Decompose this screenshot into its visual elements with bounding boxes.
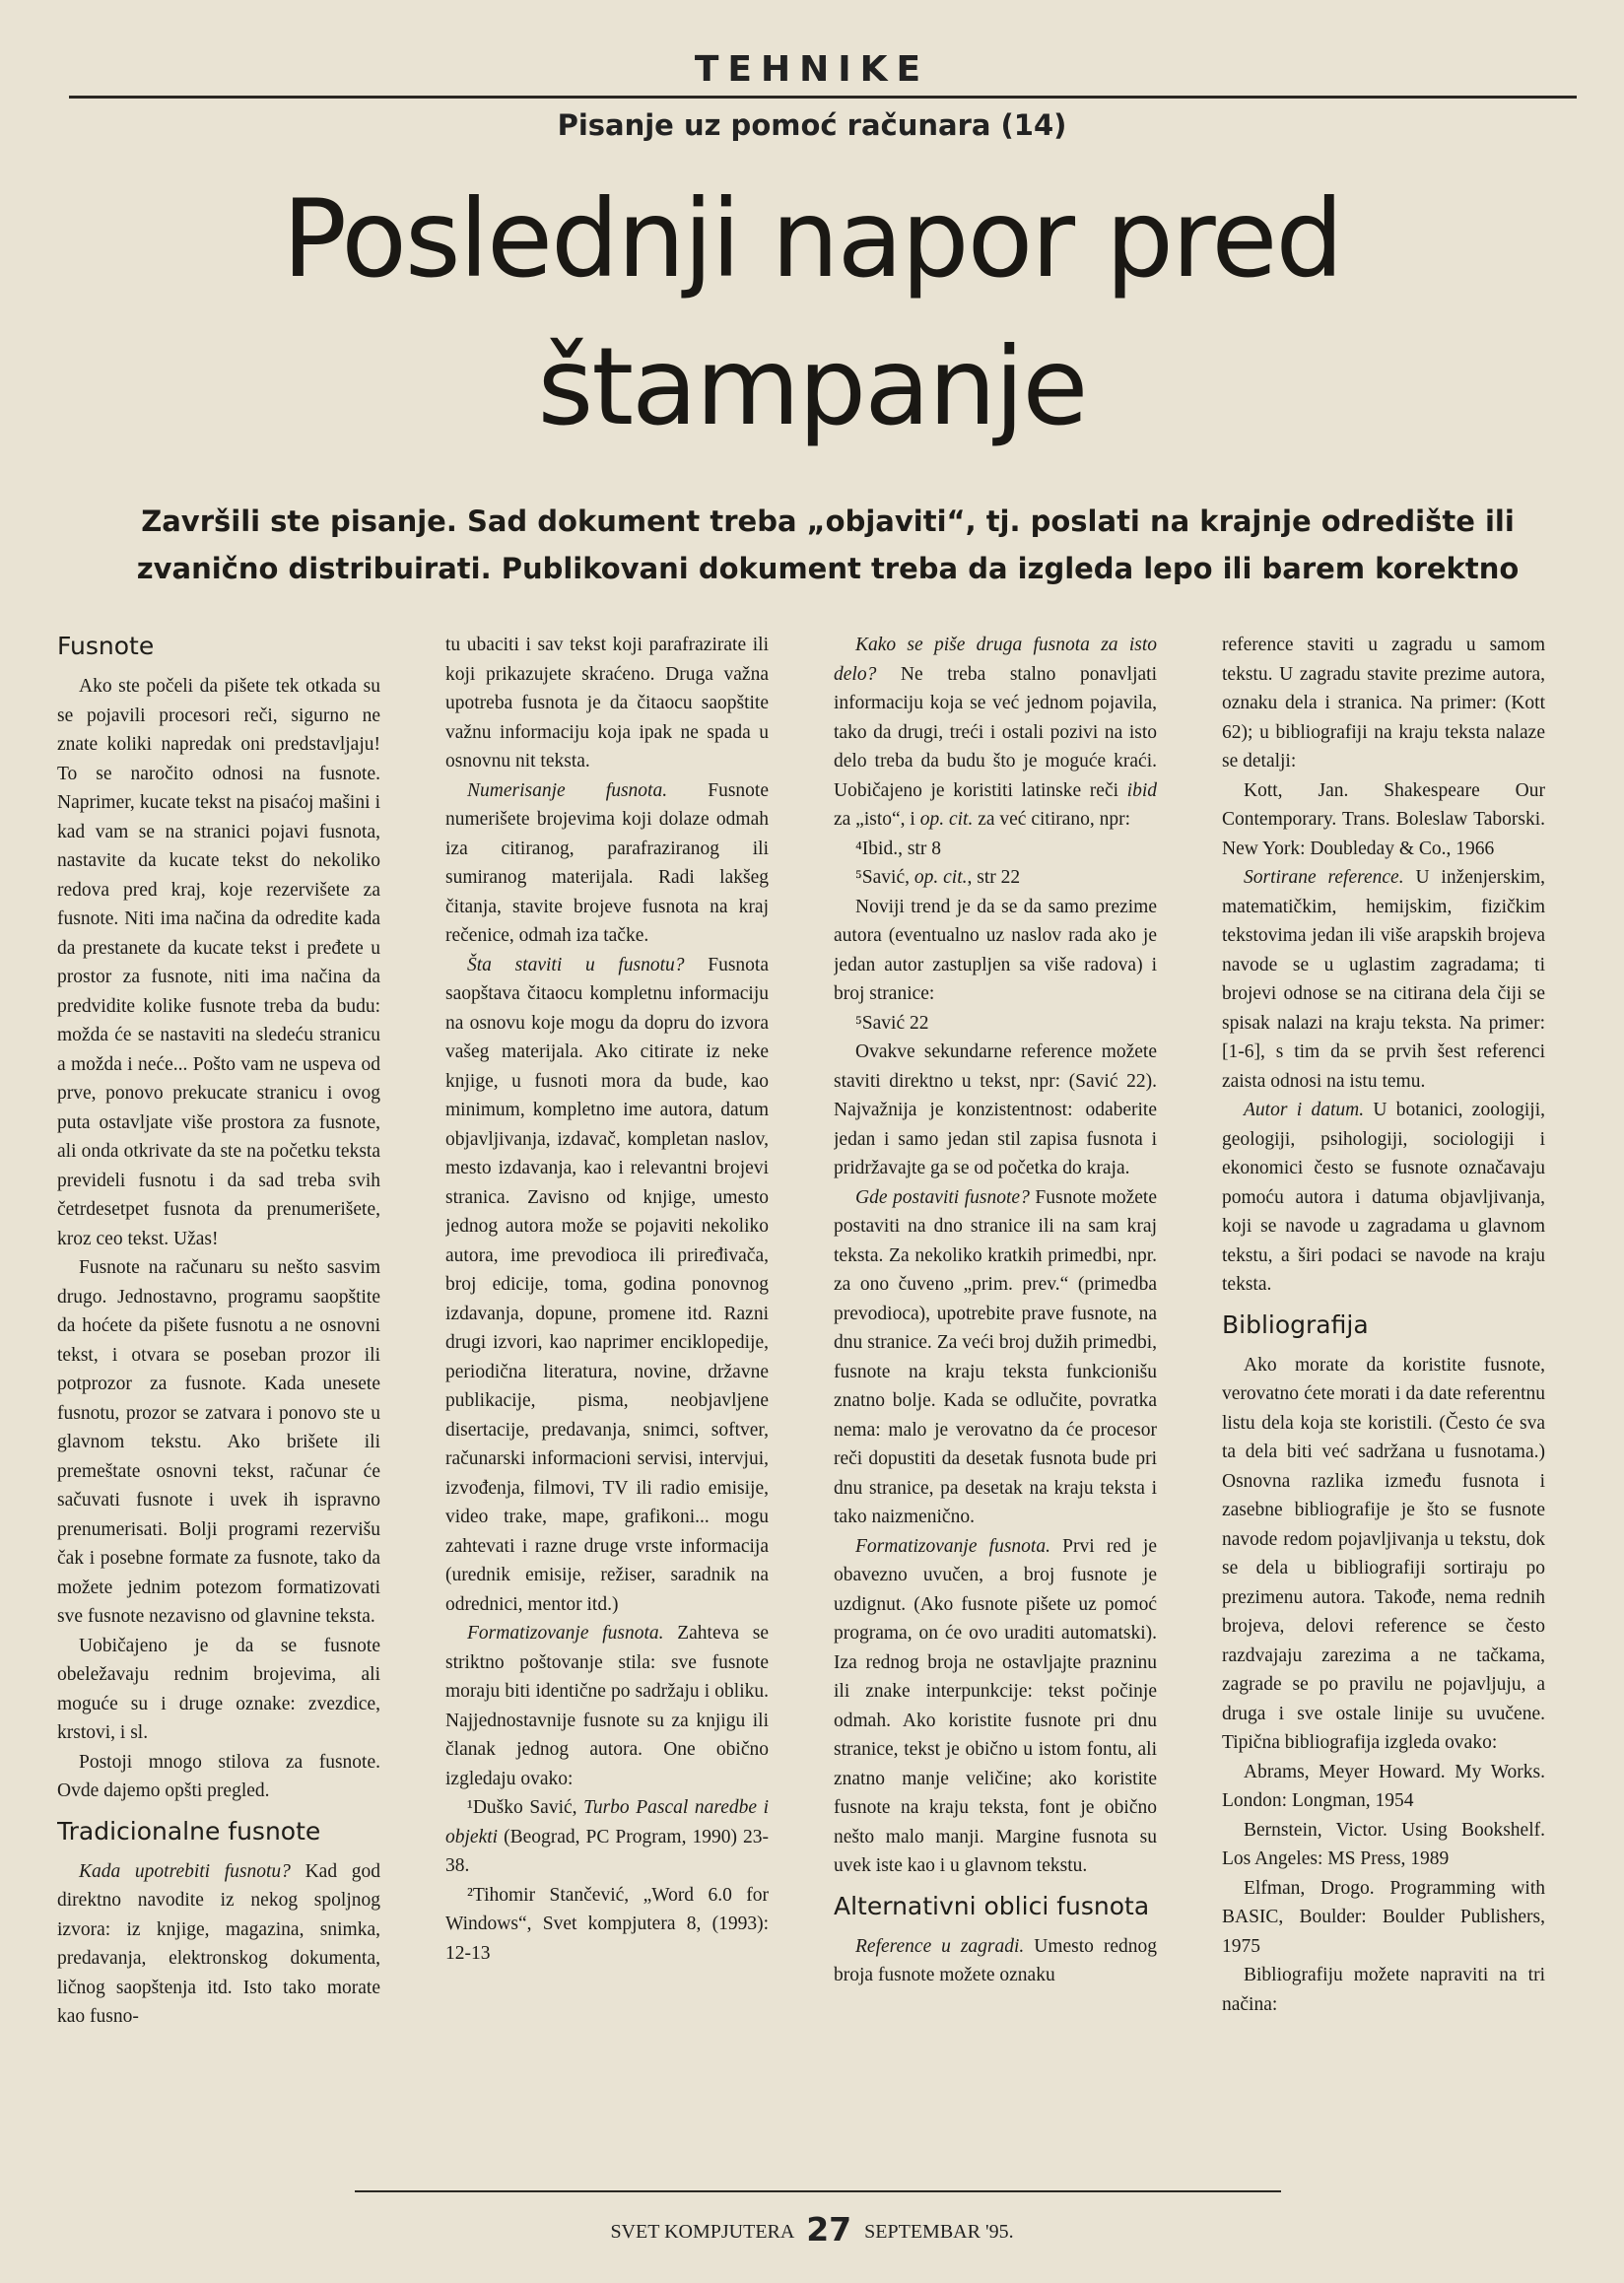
headline <box>0 166 1624 461</box>
paragraph <box>834 1183 1157 1532</box>
footnote-text: ¹Duško Savić, <box>467 1797 584 1818</box>
paragraph <box>834 1532 1157 1881</box>
paragraph: tu ubaciti i sav tekst koji parafrazirate ili koji prikazujete skraćeno. Druga važna upotreba fusnota je da čitaocu saopštite važnu informaciju koja ipak ne spada u osnovnu nit teksta. <box>445 635 769 772</box>
run-in-head: Numerisanje fusnota. <box>467 779 668 801</box>
paragraph-text: Fusnota saopštava čitaocu kompletnu informaciju na osnovu koje mogu da dopru do izvora vašeg materijala. Ako citirate iz neke knjige, u fusnoti mora da bude, kao minimum, kompletno ime autora, datum objavljivanja, izdavač, kompletan naslov, mesto izdavanja, kao i relevantni brojevi stranica. Zavisno od knjige, umesto jednog autora može se pojaviti nekoliko autora, ime prevodioca ili priređivača, broj edicije, toma, godina ponovnog izdavanja, dopune, promene itd. Razni drugi izvori, kao naprimer enciklopedije, periodična literatura, novine, državne publikacije, pisma, neobjavljene disertacije, predavanja, snimci, softver, računarski informacioni servisi, intervjui, izvođenja, filmovi, TV ili radio emisije, video trake, mape, grafikoni... mogu zahtevati i razne druge vrste informacija (urednik emisije, režiser, saradnik na odrednici, mentor itd.) <box>445 954 769 1615</box>
headline-line-2: štampanje <box>537 324 1087 449</box>
run-in-head: Sortirane reference. <box>1244 867 1404 888</box>
column-4 <box>1222 631 1545 2178</box>
run-in-head: Gde postaviti fusnote? <box>855 1186 1030 1208</box>
deck-line-2: zvanično distribuirati. Publikovani dokument treba da izgleda lepo ili barem korektno <box>136 552 1520 585</box>
paragraph-text: Fusnote možete postaviti na dno stranice ili na sam kraj teksta. Za nekoliko kratkih primedbi, npr. za ono čuveno „prim. prev.“ (primedba prevodioca), upotrebite prave fusnote, na dnu stranice. Za veći broj dužih primedbi, fusnote na kraju teksta funkcionišu znatno bolje. Kada se odlučite, povratka nema: malo je verovatno da će procesor reči dopustiti da desetak fusnota bude pri dnu stranice, pa desetak na kraju teksta i tako naizmenično. <box>834 1186 1157 1527</box>
run-in-head: Šta staviti u fusnotu? <box>467 954 685 975</box>
paragraph-text: za već citirano, npr: <box>973 809 1131 830</box>
headline-line-1: Poslednji napor pred <box>282 176 1342 302</box>
paragraph: Bibliografiju možete napraviti na tri načina: <box>1222 1965 1545 2015</box>
paragraph: Ako ste počeli da pišete tek otkada su se pojavili procesori reči, sigurno ne znate koliki napredak oni predstavljaju! To se naročito odnosi na fusnote. Naprimer, kucate tekst na pisaćoj mašini i kad vam se na stranici pojavi fusnota, nastavite da kucate tekst do nekoliko redova pred kraj, koje rezervišete za fusnote. Niti ima načina da odredite kada da prestanete da kucate tekst i pređete u prostor za fusnote, niti ima načina da predvidite kolike fusnote treba da budu: možda će se nastaviti na sledeću stranicu a možda i neće... Pošto vam ne uspeva od prve, ponovo prekucate stranicu i ovog puta ostavljate više prostora za fusnote, ali onda otkrivate da ste na početku teksta prevideli fusnotu i da sad treba svih četrdesetpet fusnota da prenumerišete, kroz ceo tekst. Užas! <box>57 676 380 1249</box>
paragraph: Noviji trend je da se da samo prezime autora (eventualno uz naslov rada ako je jedan autor zastupljen sa više radova) i broj stranice: <box>834 896 1157 1004</box>
subhead-tradicionalne: Tradicionalne fusnote <box>57 1816 321 1846</box>
footnote-example <box>445 1793 769 1881</box>
reference-example: Elfman, Drogo. Programming with BASIC, Boulder: Boulder Publishers, 1975 <box>1222 1877 1545 1957</box>
paragraph: Fusnote na računaru su nešto sasvim drugo. Jednostavno, programu saopštite da hoćete da pišete fusnotu a ne osnovni tekst, i otvara se poseban prozor ili potprozor za fusnote. Kada unesete fusnotu, prozor se zatvara i ponovo ste u glavnom tekstu. Ako brišete ili premeštate osnovni tekst, računar će sačuvati fusnote i uvek ih ispravno prenumerisati. Bolji programi rezervišu čak i posebne formate za fusnote, tako da možete jednim potezom formatizovati sve fusnote nezavisno od glavnine teksta. <box>57 1257 380 1627</box>
latin-term: op. cit. <box>914 867 968 888</box>
latin-term: ibid <box>1126 779 1157 801</box>
folio <box>0 2207 1624 2249</box>
paragraph: Postoji mnogo stilova za fusnote. Ovde dajemo opšti pregled. <box>57 1751 380 1801</box>
paragraph <box>834 1932 1157 1990</box>
footnote-example: ⁵Savić 22 <box>855 1012 929 1034</box>
run-in-head: Kada upotrebiti fusnotu? <box>79 1860 291 1882</box>
column-2 <box>445 631 769 2178</box>
paragraph-text: Ne treba stalno ponavljati informaciju koja se već jednom pojavila, tako da drugi, treći i ostali pozivi na isto delo treba da budu što je moguće kraći. Uobičajeno je koristiti latinske reči <box>834 663 1157 801</box>
deck <box>108 498 1547 592</box>
subhead-bibliografija: Bibliografija <box>1222 1309 1369 1339</box>
column-1 <box>57 631 380 2178</box>
paragraph <box>445 951 769 1620</box>
paragraph-text: U botanici, zoologiji, geologiji, psihologiji, sociologiji i ekonomici često se fusnote označavaju pomoću autora i datuma objavljivanja, koji se navode u zagradama u glavnom tekstu, a širi podaci se navode na kraju teksta. <box>1222 1100 1545 1295</box>
latin-term: op. cit. <box>919 809 974 830</box>
series-kicker: Pisanje uz pomoć računara (14) <box>557 108 1067 142</box>
paragraph: Ovakve sekundarne reference možete staviti direktno u tekst, npr: (Savić 22). Najvažnija je konzistentnost: odaberite jedan i samo jedan stil zapisa fusnota i pridržavajte ga se od početka do kraja. <box>834 1041 1157 1178</box>
run-in-head: Reference u zagradi. <box>855 1935 1025 1957</box>
footnote-text: ⁵Savić, <box>855 867 914 888</box>
footnote-example: ²Tihomir Stančević, „Word 6.0 for Windows“, Svet kompjutera 8, (1993): 12-13 <box>445 1884 769 1964</box>
reference-example: Kott, Jan. Shakespeare Our Contemporary. Trans. Boleslaw Taborski. New York: Doubleday & Co., 1966 <box>1222 779 1545 859</box>
footnote-example <box>834 863 1157 893</box>
subhead-alternativni: Alternativni oblici fusnota <box>834 1891 1150 1920</box>
paragraph-text: Umesto rednog broja fusnote možete oznaku <box>834 1935 1157 1985</box>
paragraph <box>1222 1096 1545 1300</box>
run-in-head: Formatizovanje fusnota. <box>467 1623 664 1644</box>
paragraph-text: za „isto“, i <box>834 809 920 830</box>
run-in-head: Autor i datum. <box>1244 1100 1365 1120</box>
run-in-head: Formatizovanje fusnota. <box>855 1535 1050 1557</box>
paragraph <box>445 1619 769 1793</box>
run-in-head: Kako se piše druga fusnota za isto delo? <box>834 635 1157 685</box>
column-3 <box>834 631 1157 2178</box>
paragraph <box>445 776 769 951</box>
paragraph-text: U inženjerskim, matematičkim, hemijskim, fizičkim tekstovima jedan ili više arapskih brojeva navode se u uglastim zagradama; ti brojevi odnose se na citirana dela čiji se spisak nalazi na kraju teksta. Na primer: [1-6], s tim da se prvih šest referenci zaista odnosi na istu temu. <box>1222 867 1545 1092</box>
top-rule <box>69 96 1577 99</box>
paragraph-text: Fusnote numerišete brojevima koji dolaze odmah iza citiranog, parafraziranog ili sumiranog materijala. Radi lakšeg čitanja, stavite brojeve fusnota na kraj rečenice, odmah iza tačke. <box>445 779 769 946</box>
deck-line-1: Završili ste pisanje. Sad dokument treba „objaviti“, tj. poslati na krajnje odredište ili <box>141 504 1515 538</box>
paragraph: reference staviti u zagradu u samom tekstu. U zagradu stavite prezime autora, oznaku dela i stranica. Na primer: (Kott 62); u bibliografiji na kraju teksta nalaze se detalji: <box>1222 635 1545 772</box>
subhead-fusnote: Fusnote <box>57 632 155 660</box>
issue-date: SEPTEMBAR '95. <box>864 2221 1014 2243</box>
paragraph <box>1222 863 1545 1096</box>
page-number: 27 <box>806 2210 852 2249</box>
footnote-text: (Beograd, PC Program, 1990) 23-38. <box>445 1826 769 1876</box>
paragraph <box>834 631 1157 835</box>
reference-example: Abrams, Meyer Howard. My Works. London: Longman, 1954 <box>1222 1761 1545 1811</box>
paragraph: Ako morate da koristite fusnote, verovatno ćete morati i da date referentnu listu dela koja ste koristili. (Često će sva ta dela biti već sadržana u fusnotama.) Osnovna razlika između fusnota i zasebne bibliografije je što se fusnote navode redom pojavljivanja u tekstu, dok se dela u bibliografiji sortiraju po prezimenu autora. Takođe, nema rednih brojeva, delovi reference se često razdvajaju zarezima a ne tačkama, zagrade se po pravilu ne pojavljuju, a druga i sve ostale linije su uvučene. Tipična bibliografija izgleda ovako: <box>1222 1354 1545 1753</box>
footnote-title: Turbo Pascal naredbe i objekti <box>445 1797 769 1847</box>
section-label: TEHNIKE <box>694 49 930 90</box>
reference-example: Bernstein, Victor. Using Bookshelf. Los Angeles: MS Press, 1989 <box>1222 1819 1545 1869</box>
magazine-name: SVET KOMPJUTERA <box>610 2221 794 2243</box>
footnote-text: , str 22 <box>967 867 1021 888</box>
article-body <box>57 631 1594 2178</box>
paragraph-text: Kad god direktno navodite iz nekog spoljnog izvora: iz knjige, magazina, snimka, predavanja, elektronskog dokumenta, ličnog saopštenja itd. Isto tako morate kao fusno- <box>57 1860 380 2027</box>
paragraph-text: Prvi red je obavezno uvučen, a broj fusnote je uzdignut. (Ako fusnote pišete uz pomoć programa, on će ovo uraditi automatski). Iza rednog broja ne ostavljajte prazninu ili znake interpunkcije: tekst počinje odmah. Ako koristite fusnote pri dnu stranice, tekst je obično u istom fontu, ali znatno manje veličine; ako koristite fusnote na kraju teksta, font je obično nešto malo manji. Margine fusnota su uvek iste kao i u glavnom tekstu. <box>834 1535 1157 1876</box>
footnote-example: ⁴Ibid., str 8 <box>855 838 941 859</box>
bottom-rule <box>355 2190 1281 2192</box>
paragraph-text: Zahteva se striktno poštovanje stila: sve fusnote moraju biti identične po sadržaju i obliku. Najjednostavnije fusnote su za knjigu ili članak jednog autora. One obično izgledaju ovako: <box>445 1623 769 1789</box>
paragraph: Uobičajeno je da se fusnote obeležavaju rednim brojevima, ali moguće su i druge oznake: zvezdice, krstovi, i sl. <box>57 1635 380 1743</box>
paragraph <box>57 1857 380 2032</box>
